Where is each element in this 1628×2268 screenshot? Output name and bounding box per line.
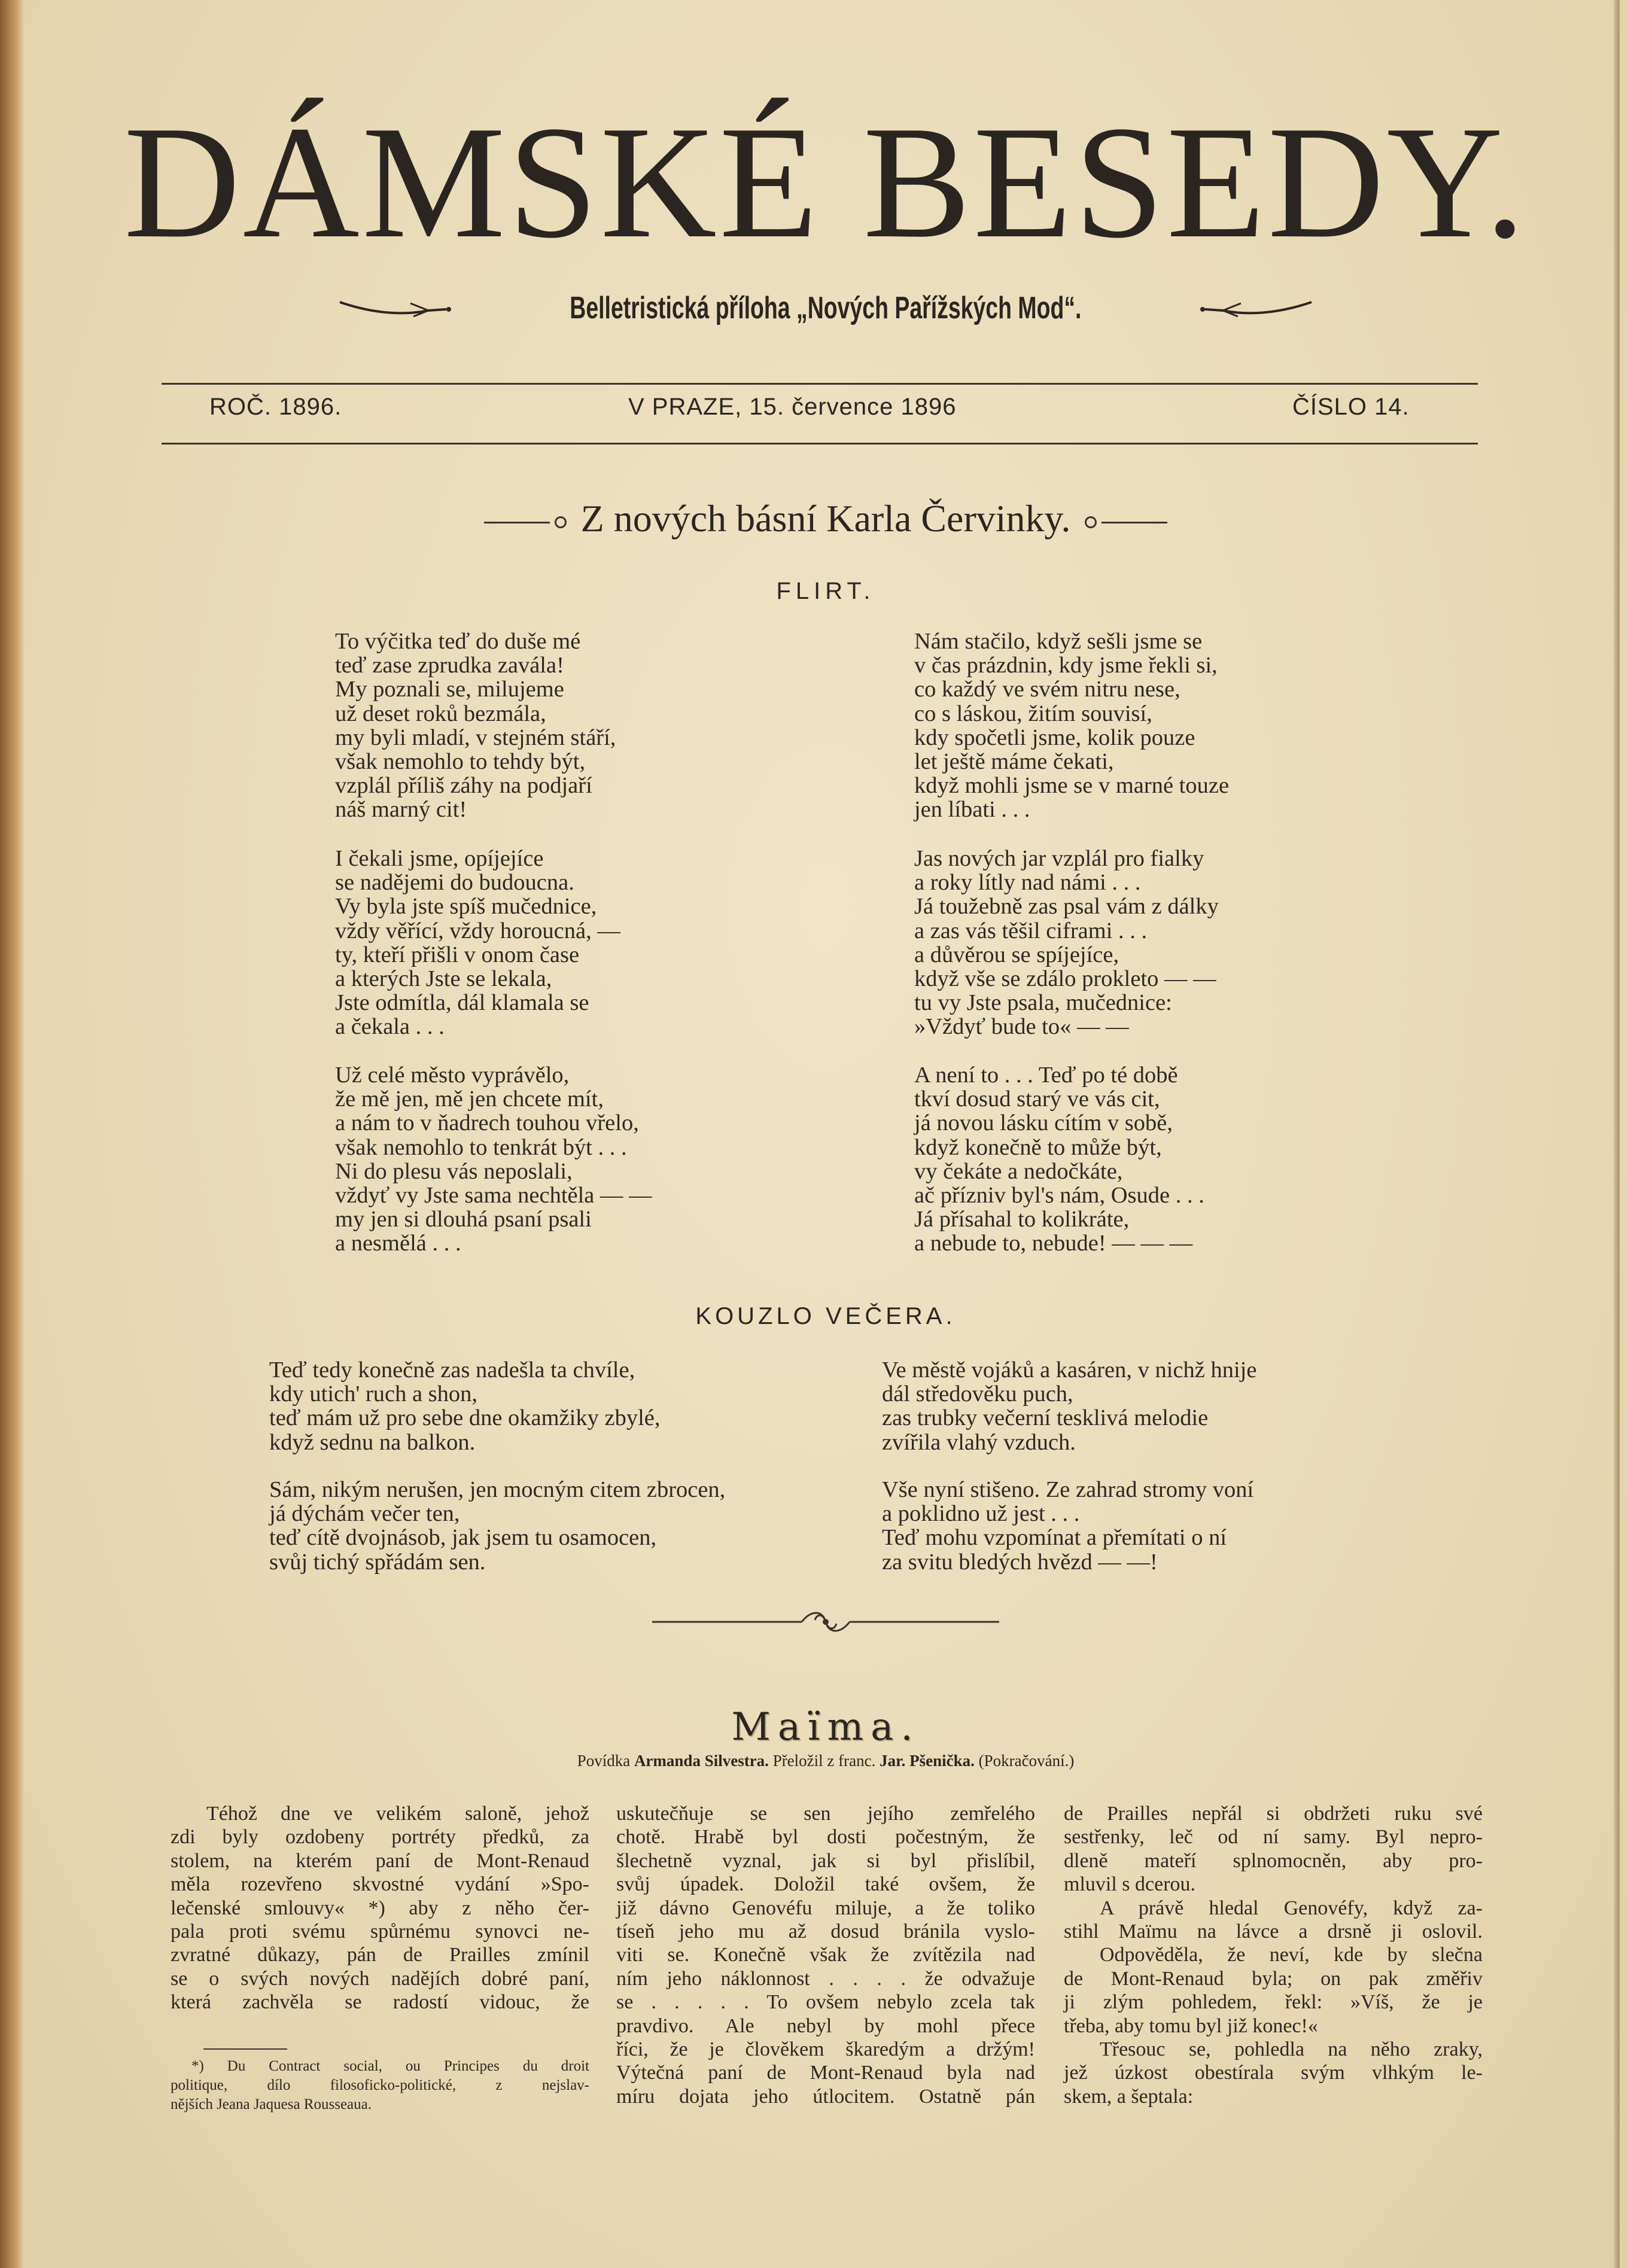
left-swash-ornament	[339, 296, 452, 320]
byline-genre: Povídka	[577, 1752, 631, 1770]
prose-line: uskutečňuje se sen jejího zemřelého	[616, 1803, 1035, 1825]
verse-line: teď zase zprudka zavála!	[335, 653, 564, 678]
verse-line: a zas vás těšil ciframi . . .	[914, 918, 1148, 943]
verse-line: a poklidno už jest . . .	[882, 1501, 1080, 1527]
flirt-stanza	[335, 1063, 652, 1256]
verse-line: vy čekáte a nedočkáte,	[914, 1158, 1123, 1184]
heading-dot-right	[1085, 516, 1097, 528]
verse-line: Teď tedy konečně zas nadešla ta chvíle,	[269, 1357, 635, 1383]
byline-continuation: (Pokračování.)	[978, 1752, 1075, 1770]
section-heading-text: Z nových básní Karla Červinky.	[580, 497, 1071, 540]
verse-line: teď mám už pro sebe dne okamžiky zbylé,	[269, 1405, 661, 1431]
prose-line: jež úzkost obestírala svým vlhkým le-	[1064, 2062, 1483, 2084]
prose-line: se . . . . . To ovšem nebylo zcela tak	[616, 1991, 1035, 2014]
verse-line: v čas prázdnin, kdy jsme řekli si,	[914, 653, 1218, 678]
verse-line: když vše se zdálo prokleto — —	[914, 966, 1216, 991]
verse-line: vzplál příliš záhy na podjaří	[335, 773, 592, 799]
verse-line: vždyť vy Jste sama nechtěla — —	[335, 1182, 652, 1208]
heading-dash-right	[1101, 522, 1167, 523]
verse-line: Jas nových jar vzplál pro fialky	[914, 846, 1204, 871]
prose-line: tíseň jeho mu až dosud bránila vyslo-	[616, 1920, 1035, 1943]
prose-line: stolem, na kterém paní de Mont-Renaud	[171, 1849, 589, 1872]
prose-line: lečenské smlouvy« *) aby z něho čer-	[171, 1896, 589, 1919]
verse-line: co s láskou, žitím souvisí,	[914, 701, 1152, 726]
verse-line: svůj tichý spřádám sen.	[269, 1549, 486, 1575]
flirt-stanza	[335, 629, 616, 822]
flirt-stanza	[914, 629, 1229, 822]
prose-line: říci, že je člověkem škaredým a držým!	[616, 2038, 1035, 2060]
prose-line: Téhož dne ve velikém saloně, jehož	[206, 1803, 589, 1825]
verse-line: my byli mladí, v stejném stáří,	[335, 724, 616, 750]
prose-line: ji zlým pohledem, řekl: »Víš, že je	[1064, 1991, 1483, 2014]
verse-line: Já přísahal to kolikráte,	[914, 1207, 1130, 1232]
prose-line: A právě hledal Genovéfy, když za-	[1100, 1896, 1483, 1919]
story-column-1	[171, 1802, 589, 2014]
verse-line: Už celé město vyprávělo,	[335, 1063, 570, 1088]
verse-line: ty, kteří přišli v onom čase	[335, 942, 580, 967]
heading-dash-left	[484, 522, 550, 523]
verse-line: a nesmělá . . .	[335, 1231, 461, 1256]
heading-dot-left	[555, 516, 567, 528]
byline-author: Armanda Silvestra.	[634, 1752, 769, 1770]
prose-line: pala proti svému spůrnému synovci ne-	[171, 1920, 589, 1943]
poem-title-kouzlo-vecera: KOUZLO VEČERA.	[695, 1303, 956, 1329]
verse-line: My poznali se, milujeme	[335, 677, 564, 702]
page-edge	[1614, 0, 1620, 2268]
verse-line: ač přízniv byl's nám, Osude . . .	[914, 1182, 1204, 1208]
right-swash-ornament	[1199, 296, 1313, 320]
kouzlo-stanza	[882, 1478, 1253, 1574]
prose-line: zvratné důkazy, pán de Prailles zmínil	[171, 1944, 589, 1966]
prose-line: dleně mateří splnomocněn, aby pro-	[1064, 1849, 1483, 1872]
verse-line: Teď mohu vzpomínat a přemítati o ní	[882, 1525, 1227, 1551]
verse-line: let ještě máme čekati,	[914, 748, 1114, 774]
footnote	[171, 2057, 589, 2114]
verse-line: vždy věřící, vždy horoucná, —	[335, 918, 620, 943]
header-rule-bottom	[162, 443, 1478, 445]
verse-line: co každý ve svém nitru nese,	[914, 677, 1180, 702]
verse-line: a nám to v ňadrech touhou vřelo,	[335, 1110, 639, 1136]
story-column-3	[1064, 1802, 1483, 2108]
flirt-stanza	[335, 847, 620, 1039]
verse-line: teď cítě dvojnásob, jak jsem tu osamocen,	[269, 1525, 657, 1551]
verse-line: však nemohlo to tehdy být,	[335, 748, 586, 774]
prose-line: svůj úpadek. Doložil také ovšem, že	[616, 1873, 1035, 1896]
verse-line: Ni do plesu vás neposlali,	[335, 1158, 573, 1184]
prose-line: de Mont-Renaud byla; on pak změřiv	[1064, 1967, 1483, 1990]
prose-line: třeba, aby tomu byl již konec!«	[1064, 2014, 1318, 2037]
prose-line: ním jeho náklonnost . . . . že odvažuje	[616, 1967, 1035, 1990]
kouzlo-stanza	[269, 1478, 725, 1574]
verse-line: a roky lítly nad námi . . .	[914, 870, 1141, 896]
kouzlo-stanza	[882, 1358, 1256, 1454]
prose-line: sestřenky, leč od ní samy. Byl nepro-	[1064, 1826, 1483, 1849]
prose-line: chotě. Hrabě byl dosti počestným, že	[616, 1826, 1035, 1849]
flirt-stanza	[914, 847, 1219, 1039]
verse-line: kdy spočetli jsme, kolik pouze	[914, 724, 1195, 750]
flirt-stanza	[914, 1063, 1204, 1256]
verse-line: Ve městě vojáků a kasáren, v nichž hnije	[882, 1357, 1257, 1383]
footnote-line: nějších Jeana Jaquesa Rousseaua.	[171, 2096, 372, 2112]
verse-line: já novou lásku cítím v sobě,	[914, 1110, 1173, 1136]
verse-line: kdy utich' ruch a shon,	[269, 1381, 478, 1407]
prose-line: Výtečná paní de Mont-Renaud byla nad	[616, 2062, 1035, 2084]
verse-line: a kterých Jste se lekala,	[335, 966, 552, 991]
verse-line: A není to . . . Teď po té době	[914, 1063, 1178, 1088]
prose-line: míru dojata jeho útlocitem. Ostatně pán	[616, 2085, 1035, 2108]
header-rule-top	[162, 383, 1478, 385]
verse-line: se nadějemi do budoucna.	[335, 870, 574, 896]
kouzlo-stanza	[269, 1358, 661, 1454]
issue-place-date: V PRAZE, 15. července 1896	[628, 394, 957, 420]
footnote-line: *) Du Contract social, ou Principes du droit	[191, 2058, 589, 2074]
story-column-2	[616, 1802, 1035, 2108]
poem-title-flirt: FLIRT.	[776, 578, 875, 604]
verse-line: zas trubky večerní tesklivá melodie	[882, 1405, 1209, 1431]
story-byline	[24, 1752, 1627, 1770]
section-heading	[24, 497, 1627, 541]
verse-line: však nemohlo to tenkrát být . . .	[335, 1134, 627, 1160]
prose-line: de Prailles nepřál si obdržeti ruku své	[1064, 1803, 1483, 1825]
issue-info-row	[209, 394, 1424, 430]
prose-line: skem, a šeptala:	[1064, 2085, 1194, 2108]
verse-line: že mě jen, mě jen chcete mít,	[335, 1086, 604, 1112]
byline-translated: Přeložil z franc.	[772, 1752, 876, 1770]
verse-line: už deset roků bezmála,	[335, 701, 546, 726]
prose-line: zdi byly ozdobeny portréty předků, za	[171, 1826, 589, 1849]
prose-line: již dávno Genovéfu miluje, a že toliko	[616, 1896, 1035, 1919]
prose-line: Odpověděla, že neví, kde by slečna	[1100, 1944, 1483, 1966]
byline-translator: Jar. Pšenička.	[880, 1752, 975, 1770]
verse-line: tu vy Jste psala, mučednice:	[914, 990, 1172, 1016]
footnote-line: politique, dílo filosoficko-politické, z nejslav-	[171, 2077, 589, 2093]
verse-line: Sám, nikým nerušen, jen mocným citem zbrocen,	[269, 1477, 726, 1502]
masthead-subtitle-row	[24, 281, 1627, 335]
verse-line: zvířila vlahý vzduch.	[882, 1429, 1076, 1455]
verse-line: my jen si dlouhá psaní psali	[335, 1207, 592, 1232]
verse-line: Jste odmítla, dál klamala se	[335, 990, 589, 1016]
issue-year: ROČ. 1896.	[209, 394, 342, 420]
verse-line: já dýchám večer ten,	[269, 1501, 460, 1527]
prose-line: která zachvěla se radostí vidouc, že	[171, 1991, 589, 2014]
verse-line: a důvěrou se spíjejíce,	[914, 942, 1119, 967]
prose-line: stihl Maïmu na lávce a drsně ji oslovil.	[1064, 1920, 1483, 1943]
verse-line: Vše nyní stišeno. Ze zahrad stromy voní	[882, 1477, 1254, 1502]
verse-line: Já toužebně zas psal vám z dálky	[914, 894, 1219, 920]
verse-line: tkví dosud starý ve vás cit,	[914, 1086, 1160, 1112]
verse-line: I čekali jsme, opíjejíce	[335, 846, 544, 871]
footnote-rule	[203, 2048, 287, 2050]
verse-line: za svitu bledých hvězd — —!	[882, 1549, 1158, 1575]
verse-line: a nebude to, nebude! — — —	[914, 1231, 1193, 1256]
verse-line: když konečně to může být,	[914, 1134, 1162, 1160]
verse-line: To výčitka teď do duše mé	[335, 629, 581, 654]
prose-line: viti se. Konečně však že zvítězila nad	[616, 1944, 1035, 1966]
prose-line: se o svých nových nadějích dobré paní,	[171, 1967, 589, 1990]
divider-ornament	[652, 1607, 999, 1637]
prose-line: mluvil s dcerou.	[1064, 1873, 1196, 1896]
prose-line: Třesouc se, pohledla na něho zraky,	[1100, 2038, 1483, 2060]
verse-line: Vy byla jste spíš mučednice,	[335, 894, 597, 920]
masthead-subtitle: Belletristická příloha „Nových Pařížských Mod“.	[570, 291, 1082, 325]
verse-line: když mohli jsme se v marné touze	[914, 773, 1230, 799]
verse-line: náš marný cit!	[335, 797, 467, 823]
prose-line: šlechetně vyznal, jak si byl přislíbil,	[616, 1849, 1035, 1872]
book-binding	[0, 0, 24, 2268]
verse-line: když sednu na balkon.	[269, 1429, 476, 1455]
verse-line: jen líbati . . .	[914, 797, 1030, 823]
verse-line: Nám stačilo, když sešli jsme se	[914, 629, 1203, 654]
issue-number: ČÍSLO 14.	[1292, 394, 1410, 420]
verse-line: »Vždyť bude to« — —	[914, 1014, 1129, 1040]
masthead-title: DÁMSKÉ BESEDY.	[123, 93, 1528, 272]
newspaper-page	[24, 0, 1628, 2268]
verse-line: dál středověku puch,	[882, 1381, 1073, 1407]
prose-line: pravdivo. Ale nebyl by mohl přece	[616, 2014, 1035, 2037]
verse-line: a čekala . . .	[335, 1014, 445, 1040]
story-title: Maïma.	[731, 1705, 920, 1749]
prose-line: měla rozevřeno skvostné vydání »Spo-	[171, 1873, 589, 1896]
